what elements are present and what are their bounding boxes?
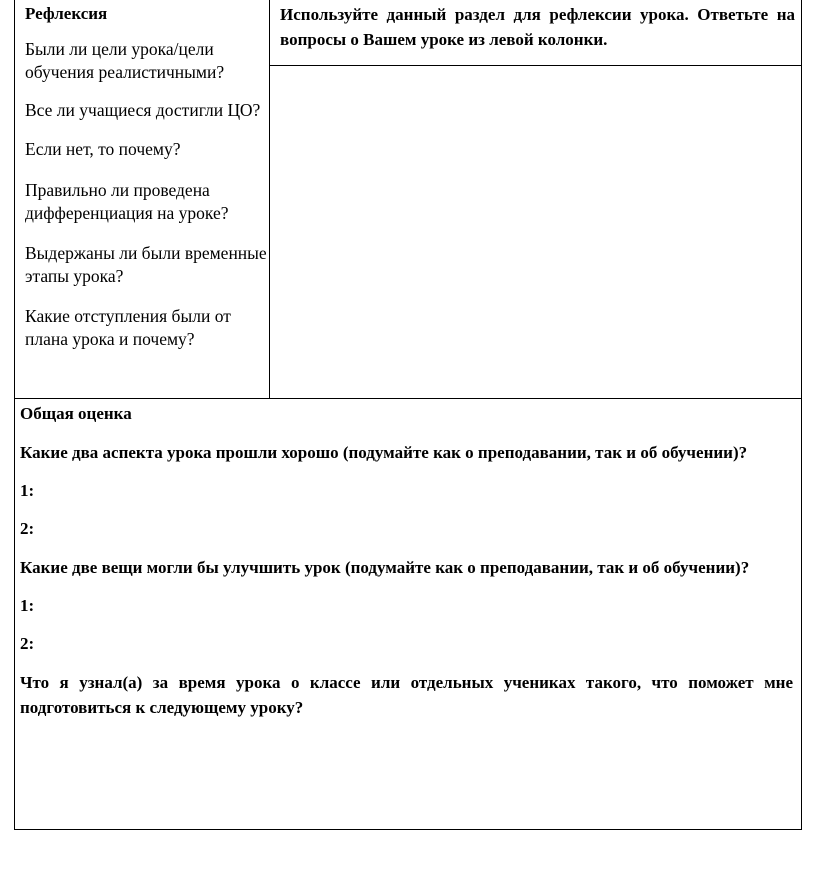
question-improvements: Какие две вещи могли бы улучшить урок (подумайте как о преподавании, так и об обучении)? (20, 558, 750, 577)
question-learned: Что я узнал(а) за время урока о классе или отдельных учениках такого, что поможет мне подготовиться к следующему уроку? (20, 673, 793, 717)
improvement-2-label: 2: (20, 634, 35, 653)
reflection-row (15, 0, 801, 399)
reflection-question-deviations: Какие отступления были от плана урока и почему? (25, 306, 231, 349)
reflection-answer-cell (270, 0, 801, 398)
reflection-question-timing: Выдержаны ли были временные этапы урока? (25, 243, 267, 286)
reflection-question-differentiation: Правильно ли проведена дифференциация на уроке? (25, 180, 229, 223)
question-good-aspects: Какие два аспекта урока прошли хорошо (подумайте как о преподавании, так и об обучении)? (20, 443, 748, 462)
reflection-answer-area[interactable] (270, 66, 801, 398)
reflection-question-goals: Были ли цели урока/цели обучения реалистичными? (25, 39, 225, 82)
improvement-1-label: 1: (20, 596, 35, 615)
good-aspect-2-label: 2: (20, 519, 35, 538)
reflection-question-why-not: Если нет, то почему? (25, 139, 181, 159)
reflection-instruction: Используйте данный раздел для рефлексии урока. Ответьте на вопросы о Вашем уроке из левой колонки. (280, 5, 795, 49)
general-assessment-cell (15, 399, 801, 829)
reflection-title: Рефлексия (25, 4, 108, 23)
good-aspect-1-label: 1: (20, 481, 35, 500)
reflection-questions-cell (15, 0, 270, 398)
general-assessment-title: Общая оценка (20, 404, 132, 423)
lesson-reflection-table (14, 0, 802, 830)
reflection-question-achieved: Все ли учащиеся достигли ЦО? (25, 100, 261, 120)
reflection-instruction-cell (270, 0, 801, 66)
